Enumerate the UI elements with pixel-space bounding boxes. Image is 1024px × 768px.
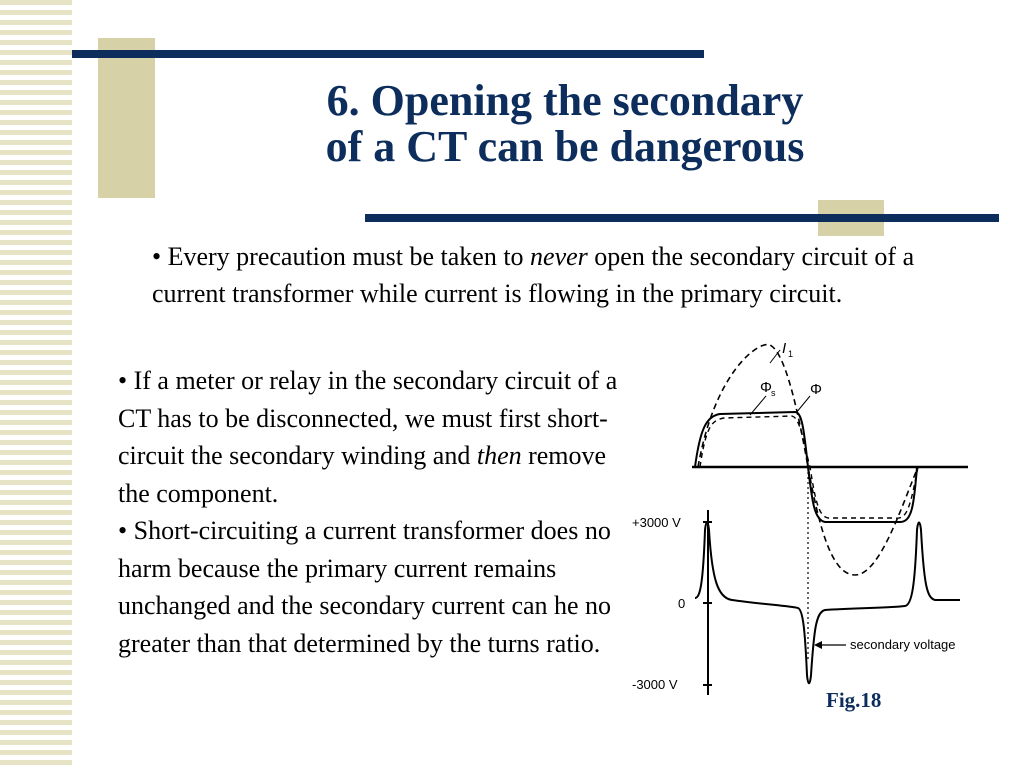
label-zero-voltage: 0 xyxy=(678,596,686,611)
figure-caption: Fig.18 xyxy=(826,688,882,712)
bullet-precaution xyxy=(152,238,952,312)
top-rule xyxy=(72,50,704,58)
page-title xyxy=(195,78,935,170)
bullet-1-text-b: open the secondary circuit of a current transformer while current is flowing in the primary circuit. xyxy=(152,242,915,308)
bottom-rule xyxy=(365,214,999,222)
label-flux-leader xyxy=(796,396,810,413)
label-minus-voltage: -3000 V xyxy=(632,677,678,692)
label-current-leader xyxy=(770,350,780,363)
bullet-short-circuit: • Short-circuiting a current transformer does no harm because the primary current remains unchanged and the secondary current can he no greater than that determined by the turns ratio. xyxy=(118,516,612,658)
label-plus-voltage: +3000 V xyxy=(632,515,681,530)
label-flux-s-sub: s xyxy=(771,388,776,398)
secondary-voltage-arrowhead xyxy=(814,641,822,649)
title-line-1: 6. Opening the secondary xyxy=(326,76,804,125)
label-current-sub: 1 xyxy=(788,349,794,359)
label-secondary-voltage: secondary voltage xyxy=(850,637,956,652)
bullet-2-emphasis: then xyxy=(476,441,522,470)
label-current: I xyxy=(782,340,787,357)
decorative-stripes xyxy=(0,0,72,768)
bullet-1-emphasis: never xyxy=(530,242,588,271)
decorative-block-top xyxy=(98,38,155,198)
title-line-2: of a CT can be dangerous xyxy=(325,122,805,171)
ct-waveform-figure xyxy=(620,330,1020,710)
bullet-2-text-a: • If a meter or relay in the secondary circuit of a CT has to be disconnected, we must first short-circuit the secondary winding and xyxy=(118,366,618,470)
bullet-list-left xyxy=(118,362,618,662)
bullet-2-text-b: remove the component. xyxy=(118,441,607,508)
label-flux: Φ xyxy=(810,381,822,398)
bullet-disconnect xyxy=(118,362,618,512)
bullet-1-text-a: • Every precaution must be taken to xyxy=(152,242,531,271)
label-flux-s: Φ xyxy=(760,379,772,396)
